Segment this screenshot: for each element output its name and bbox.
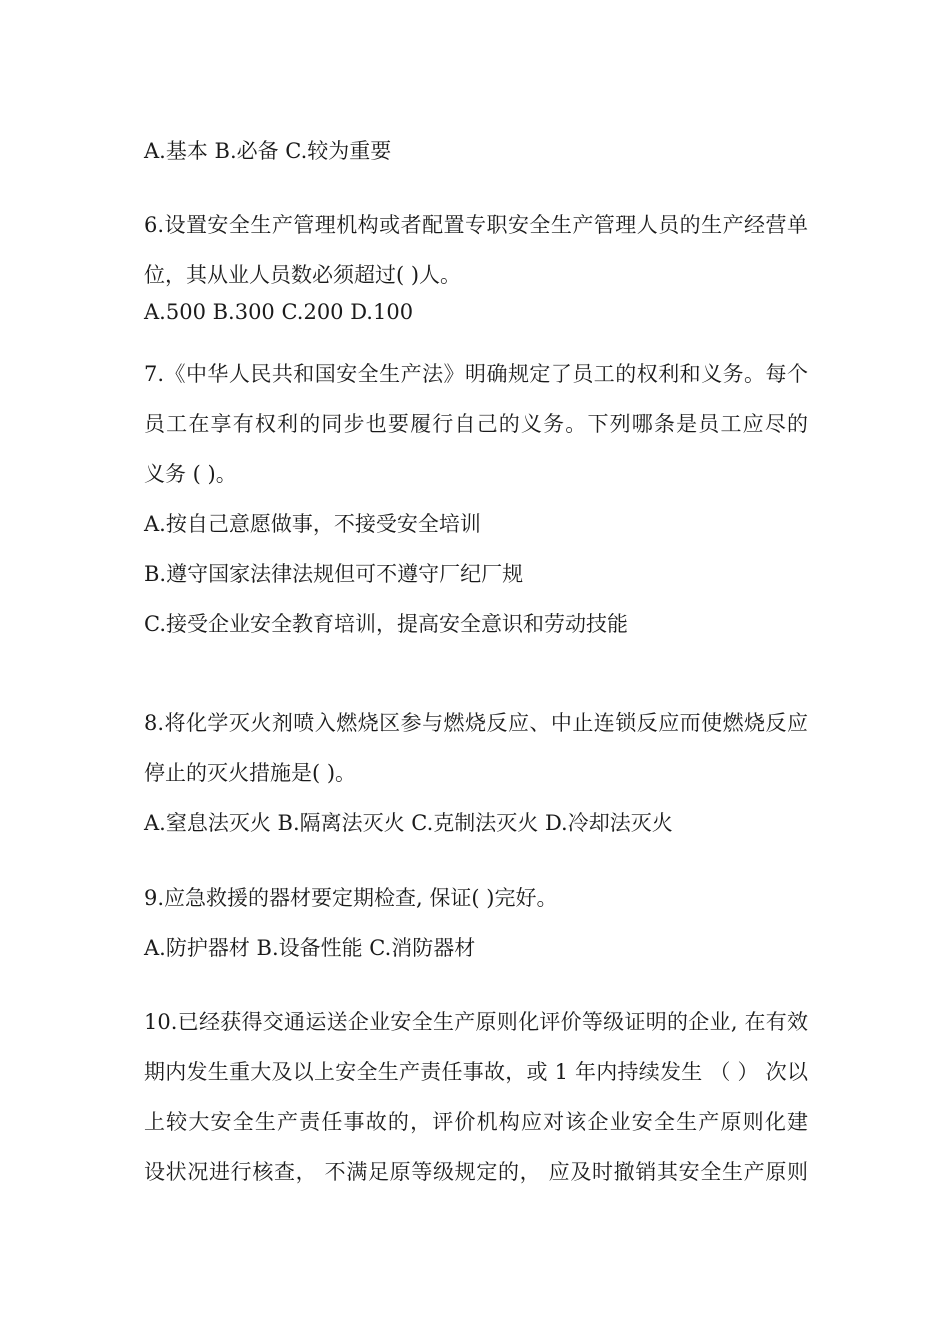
q10-stem-line-2: 期内发生重大及以上安全生产责任事故，或 1 年内持续发生 （ ） 次以 xyxy=(144,1060,808,1084)
q7-stem-line-1: 7.《中华人民共和国安全生产法》明确规定了员工的权利和义务。每个 xyxy=(144,362,808,386)
q7-option-c: C.接受企业安全教育培训，提高安全意识和劳动技能 xyxy=(144,612,628,636)
q6-options: A.500 B.300 C.200 D.100 xyxy=(144,300,414,324)
q9-stem: 9.应急救援的器材要定期检查, 保证( )完好。 xyxy=(144,886,558,910)
q8-options: A.窒息法灭火 B.隔离法灭火 C.克制法灭火 D.冷却法灭火 xyxy=(144,811,673,835)
q5-options: A.基本 B.必备 C.较为重要 xyxy=(144,139,392,163)
q8-stem-line-2: 停止的灭火措施是( )。 xyxy=(144,761,357,785)
q8-stem-line-1: 8.将化学灭火剂喷入燃烧区参与燃烧反应、中止连锁反应而使燃烧反应 xyxy=(144,711,808,735)
q7-stem-line-3: 义务 ( )。 xyxy=(144,462,237,486)
q9-options: A.防护器材 B.设备性能 C.消防器材 xyxy=(144,936,476,960)
q7-option-b: B.遵守国家法律法规但可不遵守厂纪厂规 xyxy=(144,562,524,586)
q7-option-a: A.按自己意愿做事，不接受安全培训 xyxy=(144,512,481,536)
q10-stem-line-4: 设状况进行核查， 不满足原等级规定的， 应及时撤销其安全生产原则 xyxy=(144,1160,808,1184)
q7-stem-line-2: 员工在享有权利的同步也要履行自己的义务。下列哪条是员工应尽的 xyxy=(144,412,808,436)
q10-stem-line-1: 10.已经获得交通运送企业安全生产原则化评价等级证明的企业, 在有效 xyxy=(144,1010,808,1034)
q6-stem-line-2: 位，其从业人员数必须超过( )人。 xyxy=(144,263,462,287)
q10-stem-line-3: 上较大安全生产责任事故的，评价机构应对该企业安全生产原则化建 xyxy=(144,1110,808,1134)
q6-stem-line-1: 6.设置安全生产管理机构或者配置专职安全生产管理人员的生产经营单 xyxy=(144,213,808,237)
